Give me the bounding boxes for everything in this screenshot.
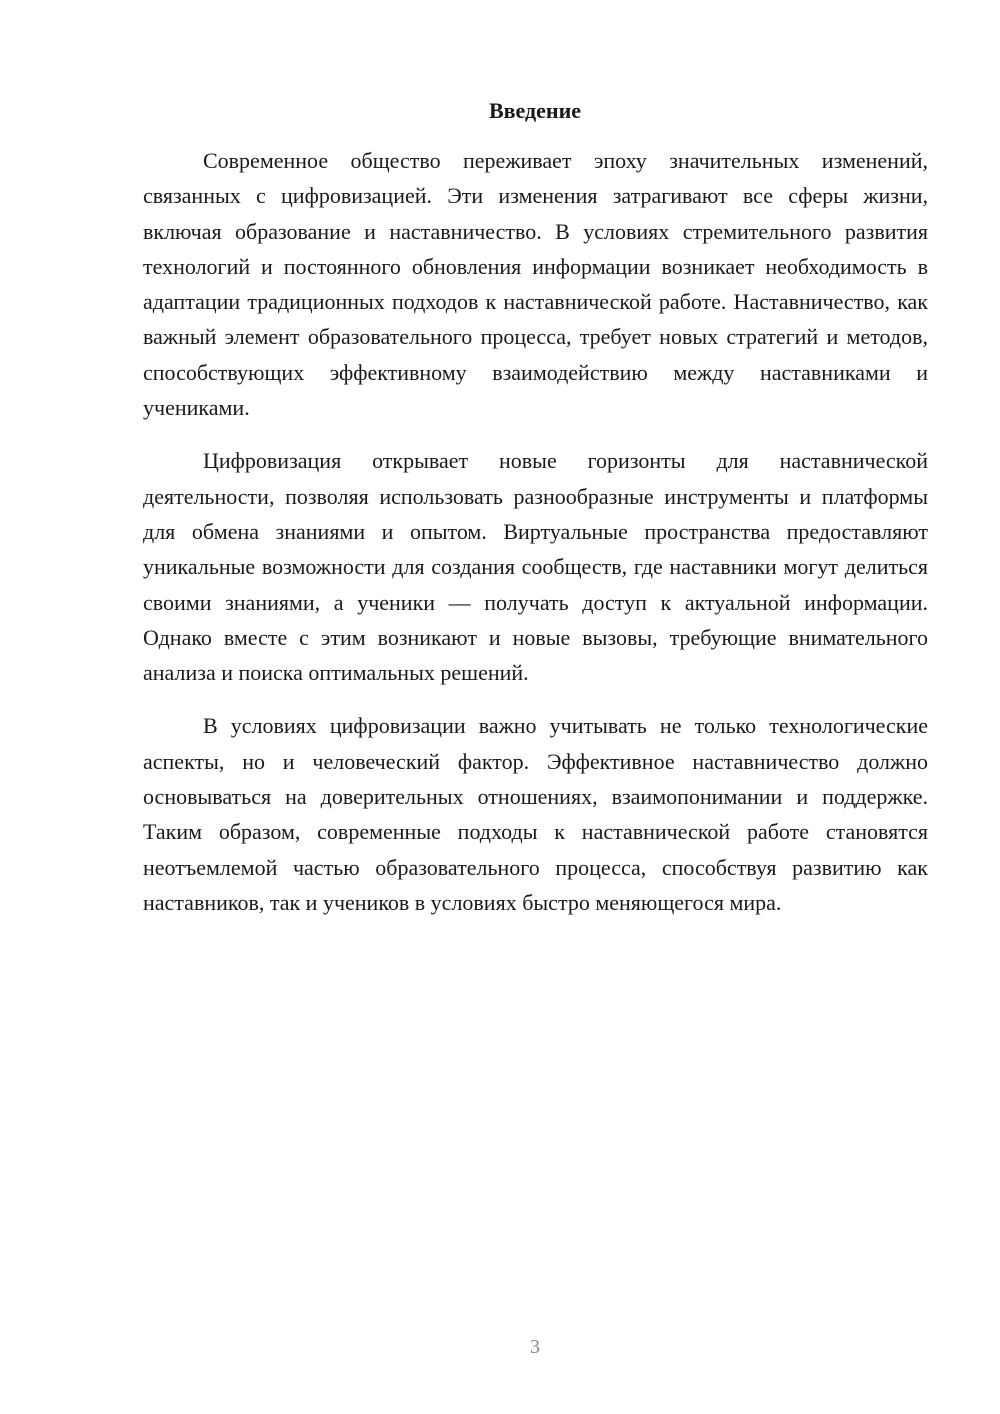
paragraph-2: Цифровизация открывает новые горизонты для наставнической деятельности, позволяя использовать разнообразные инструменты и платформы для обмена знаниями и опытом. Виртуальные пространства предоставляют уникальные возможности для создания сообществ, где наставники могут делиться своими знаниями, а ученики — получать доступ к актуальной информации. Однако вместе с этим возникают и новые вызовы, требующие внимательного анализа и поиска оптимальных решений. [143,448,928,686]
document-body [143,143,928,920]
section-title: Введение [488,98,582,123]
paragraph-3: В условиях цифровизации важно учитывать не только технологические аспекты, но и человеческий фактор. Эффективное наставничество должно основываться на доверительных отношениях, взаимопонимании и поддержке. Таким образом, современные подходы к наставнической работе становятся неотъемлемой частью образовательного процесса, способствуя развитию как наставников, так и учеников в условиях быстро меняющегося мира. [143,713,928,915]
page-number: 3 [530,1336,540,1358]
paragraph-1: Современное общество переживает эпоху значительных изменений, связанных с цифровизацией. Эти изменения затрагивают все сферы жизни, включая образование и наставничество. В условиях стремительного развития технологий и постоянного обновления информации возникает необходимость в адаптации традиционных подходов к наставнической работе. Наставничество, как важный элемент образовательного процесса, требует новых стратегий и методов, способствующих эффективному взаимодействию между наставниками и учениками. [143,148,928,421]
